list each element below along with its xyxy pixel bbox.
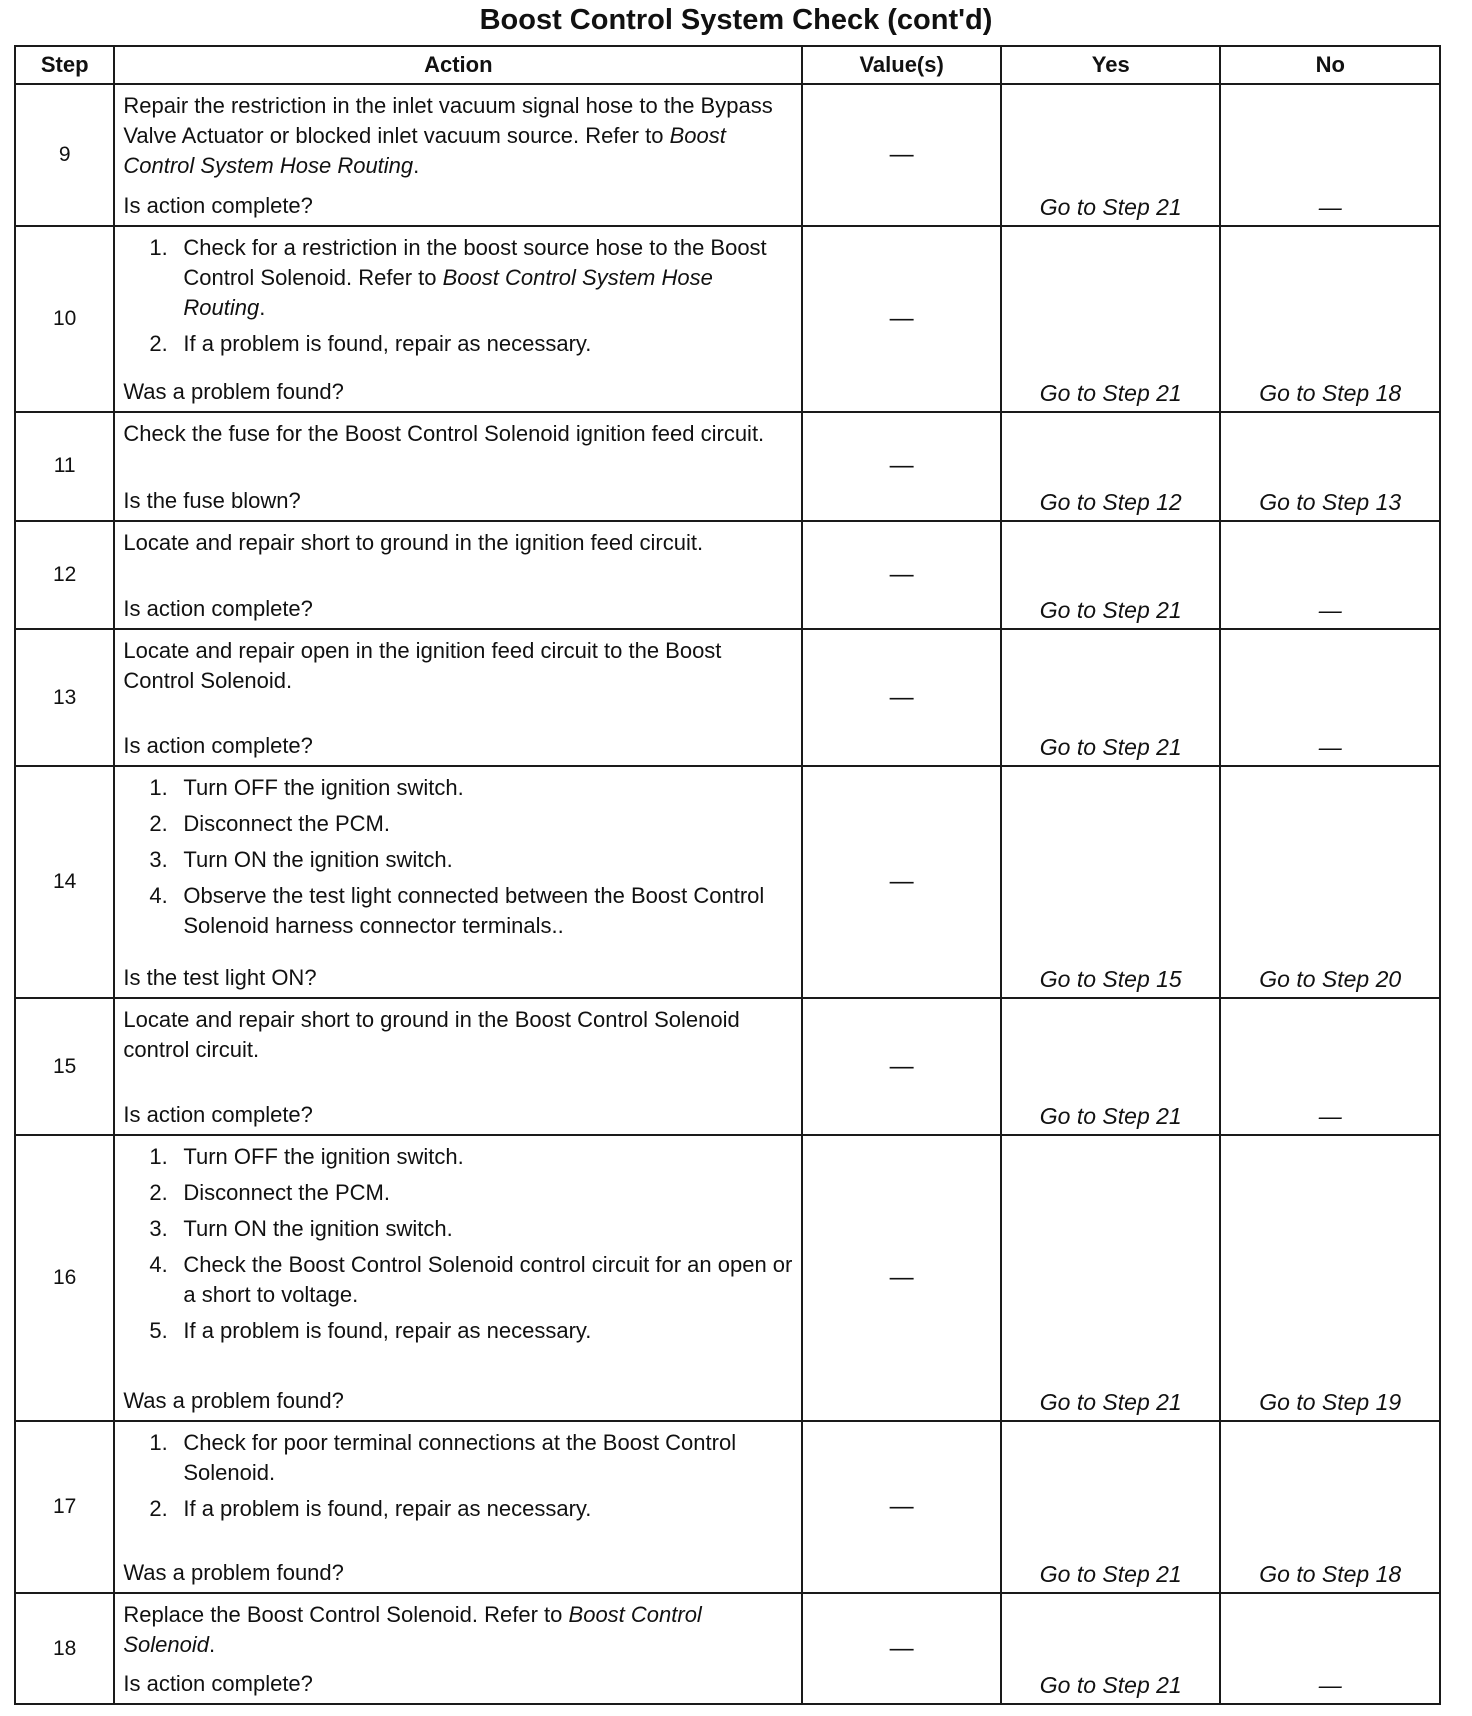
list-item: 3. Turn ON the ignition switch. [149, 1214, 793, 1244]
header-yes: Yes [1001, 46, 1220, 84]
action-question: Was a problem found? [123, 379, 344, 405]
action-question: Is action complete? [123, 192, 313, 218]
list-item-text: Turn OFF the ignition switch. [183, 1144, 464, 1170]
reference-link: Boost Control System Hose Routing [123, 123, 726, 178]
list-item: 2. If a problem is found, repair as necessary. [149, 1494, 793, 1524]
list-item-text: If a problem is found, repair as necessary. [183, 1318, 592, 1344]
value-cell: — [802, 1135, 1001, 1420]
value-cell: — [802, 1593, 1001, 1704]
yes-cell: Go to Step 21 [1001, 1421, 1220, 1594]
list-item-text: Check for poor terminal connections at the Boost Control Solenoid. [183, 1429, 737, 1485]
list-item: 1. Check for a restriction in the boost source hose to the Boost Control Solenoid. Refer to Boost Control System Hose Routing. [149, 234, 767, 320]
action-text: Locate and repair open in the ignition feed circuit to the Boost Control Solenoid. [123, 637, 722, 693]
action-question: Is action complete? [123, 733, 313, 759]
action-cell [114, 226, 802, 413]
step-number: 16 [15, 1135, 114, 1420]
list-item-text: Turn OFF the ignition switch. [183, 775, 464, 801]
no-cell: Go to Step 18 [1220, 1421, 1440, 1594]
yes-cell: Go to Step 21 [1001, 998, 1220, 1135]
list-item-text: If a problem is found, repair as necessary. [183, 330, 592, 356]
yes-cell: Go to Step 12 [1001, 412, 1220, 520]
step-number: 17 [15, 1421, 114, 1594]
step-number: 18 [15, 1593, 114, 1704]
action-cell [114, 766, 802, 998]
table-row [15, 1135, 1440, 1420]
step-number: 14 [15, 766, 114, 998]
action-question: Is the test light ON? [123, 965, 317, 991]
no-cell: — [1220, 998, 1440, 1135]
action-question: Is action complete? [123, 1671, 313, 1696]
step-number: 12 [15, 521, 114, 629]
list-item: 2. Disconnect the PCM. [149, 809, 793, 839]
no-cell: Go to Step 13 [1220, 412, 1440, 520]
step-number: 13 [15, 629, 114, 766]
no-cell: — [1220, 1593, 1440, 1704]
list-item-text: Disconnect the PCM. [183, 1180, 390, 1206]
instruction-list [123, 233, 793, 359]
value-cell: — [802, 629, 1001, 766]
list-item-text: Check for a restriction in the boost source hose to the Boost Control Solenoid. Refer to [183, 234, 767, 290]
table-row [15, 226, 1440, 413]
step-number: 15 [15, 998, 114, 1135]
action-cell [114, 629, 802, 766]
yes-cell: Go to Step 21 [1001, 84, 1220, 226]
no-cell: — [1220, 521, 1440, 629]
yes-cell: Go to Step 21 [1001, 226, 1220, 413]
value-cell: — [802, 226, 1001, 413]
reference-link: Boost Control System Hose Routing [183, 264, 713, 320]
action-text: Repair the restriction in the inlet vacuum signal hose to the Bypass Valve Actuator or blocked inlet vacuum source. Refer to [123, 93, 773, 148]
no-cell: — [1220, 84, 1440, 226]
step-number: 9 [15, 84, 114, 226]
action-text: Locate and repair short to ground in the ignition feed circuit. [123, 529, 704, 555]
header-row [15, 46, 1440, 84]
table-row [15, 412, 1440, 520]
header-value: Value(s) [802, 46, 1001, 84]
yes-cell: Go to Step 21 [1001, 521, 1220, 629]
instruction-list [123, 1428, 793, 1524]
action-question: Was a problem found? [123, 1387, 344, 1413]
no-cell: Go to Step 18 [1220, 226, 1440, 413]
instruction-list [123, 1142, 793, 1346]
list-item: 4. Check the Boost Control Solenoid control circuit for an open or a short to voltage. [149, 1250, 793, 1310]
action-question: Was a problem found? [123, 1560, 344, 1586]
list-item-text: Disconnect the PCM. [183, 811, 390, 837]
action-cell [114, 521, 802, 629]
table-row [15, 1421, 1440, 1594]
value-cell: — [802, 998, 1001, 1135]
list-item: 5. If a problem is found, repair as necessary. [149, 1316, 793, 1346]
table-row [15, 1593, 1440, 1704]
action-cell [114, 998, 802, 1135]
yes-cell: Go to Step 21 [1001, 629, 1220, 766]
value-cell: — [802, 521, 1001, 629]
list-item-text: Turn ON the ignition switch. [183, 1216, 453, 1242]
reference-link: Boost Control Solenoid [123, 1602, 702, 1658]
action-text: Locate and repair short to ground in the Boost Control Solenoid control circuit. [123, 1007, 740, 1063]
table-row [15, 766, 1440, 998]
value-cell: — [802, 412, 1001, 520]
list-item: 1. Turn OFF the ignition switch. [149, 773, 793, 803]
instruction-list [123, 773, 793, 941]
table-row [15, 521, 1440, 629]
table-row [15, 84, 1440, 226]
header-step: Step [15, 46, 114, 84]
value-cell: — [802, 84, 1001, 226]
diagnostic-table [14, 45, 1441, 1705]
action-cell [114, 84, 802, 226]
no-cell: Go to Step 19 [1220, 1135, 1440, 1420]
action-question: Is action complete? [123, 1102, 313, 1128]
step-number: 10 [15, 226, 114, 413]
list-item-text: Observe the test light connected between the Boost Control Solenoid harness connector terminals.. [183, 883, 765, 939]
list-item: 1. Turn OFF the ignition switch. [149, 1142, 793, 1172]
action-question: Is action complete? [123, 595, 313, 621]
action-cell [114, 412, 802, 520]
punctuation: . [413, 153, 420, 178]
action-cell [114, 1135, 802, 1420]
action-text: Replace the Boost Control Solenoid. Refer to [123, 1602, 563, 1628]
yes-cell: Go to Step 21 [1001, 1593, 1220, 1704]
no-cell: Go to Step 20 [1220, 766, 1440, 998]
header-no: No [1220, 46, 1440, 84]
header-action: Action [114, 46, 802, 84]
list-item-text: Check the Boost Control Solenoid control circuit for an open or a short to voltage. [183, 1252, 793, 1308]
list-item-text: If a problem is found, repair as necessary. [183, 1495, 592, 1521]
value-cell: — [802, 1421, 1001, 1594]
list-item-text: Turn ON the ignition switch. [183, 847, 453, 873]
yes-cell: Go to Step 15 [1001, 766, 1220, 998]
step-number: 11 [15, 412, 114, 520]
list-item: 3. Turn ON the ignition switch. [149, 845, 793, 875]
punctuation: . [259, 294, 266, 320]
action-text: Check the fuse for the Boost Control Solenoid ignition feed circuit. [123, 421, 765, 447]
list-item: 4. Observe the test light connected between the Boost Control Solenoid harness connector terminals.. [149, 881, 793, 941]
yes-cell: Go to Step 21 [1001, 1135, 1220, 1420]
no-cell: — [1220, 629, 1440, 766]
action-question: Is the fuse blown? [123, 487, 301, 513]
action-cell [114, 1421, 802, 1594]
value-cell: — [802, 766, 1001, 998]
page-title: Boost Control System Check (cont'd) [479, 4, 993, 36]
table-row [15, 629, 1440, 766]
list-item: 2. If a problem is found, repair as necessary. [149, 329, 793, 359]
action-cell [114, 1593, 802, 1704]
table-row [15, 998, 1440, 1135]
punctuation: . [209, 1632, 216, 1658]
list-item: 1. Check for poor terminal connections at the Boost Control Solenoid. [149, 1428, 793, 1488]
list-item: 2. Disconnect the PCM. [149, 1178, 793, 1208]
